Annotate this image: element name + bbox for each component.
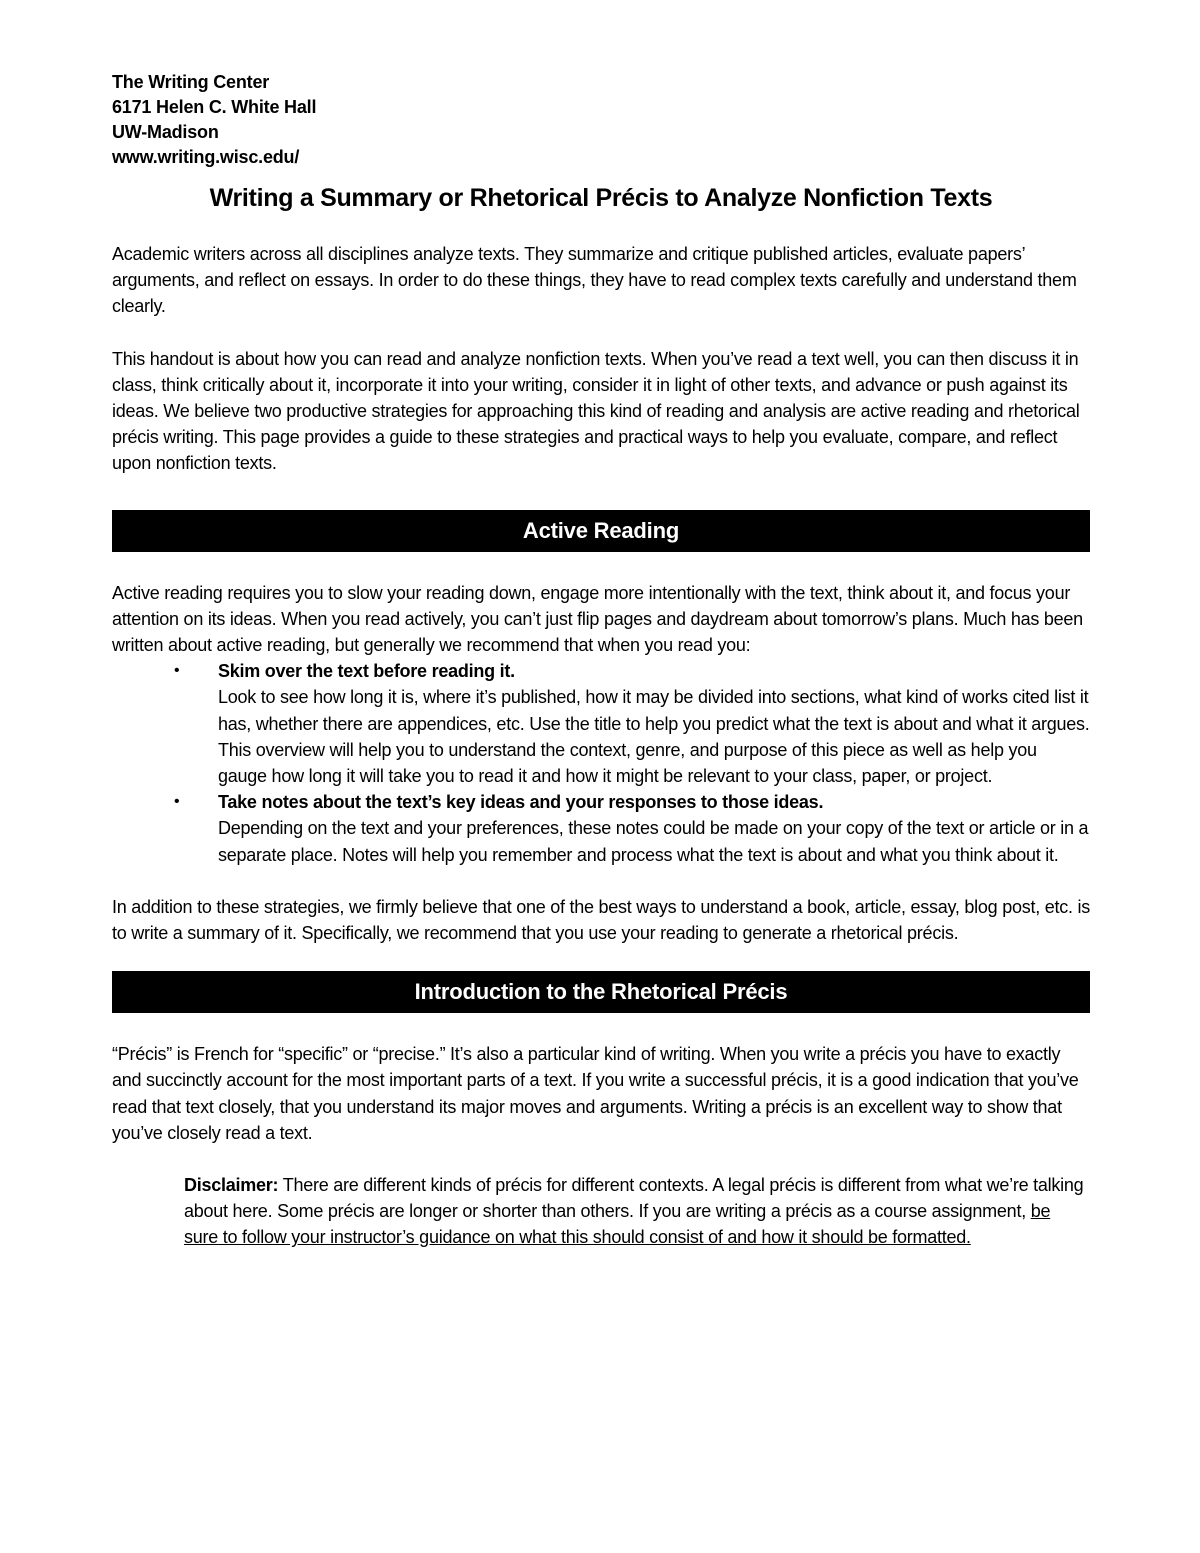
active-reading-intro: Active reading requires you to slow your reading down, engage more intentionally with the text, think about it, and focus your attention on its ideas. When you read actively, you can’t just flip pages and daydream about tomorrow’s plans. Much has been written about active reading, but generally we recommend that when you read you: xyxy=(112,582,1083,656)
org-address: 6171 Helen C. White Hall xyxy=(112,97,317,117)
bullet-icon: • xyxy=(174,662,180,680)
disclaimer-note xyxy=(184,1172,1084,1251)
letterhead xyxy=(112,70,1090,170)
disclaimer-text: There are different kinds of précis for different contexts. A legal précis is different from what we’re talking about here. Some précis are longer or shorter than others. If you are writing a précis as a course assignment, xyxy=(184,1175,1084,1222)
org-name: The Writing Center xyxy=(112,72,270,92)
precis-intro-paragraph: “Précis” is French for “specific” or “precise.” It’s also a particular kind of writing. When you write a précis you have to exactly and succinctly account for the most important parts of a text. If you write a successful précis, it is a good indication that you’ve read that text closely, that you understand its major moves and arguments. Writing a précis is an excellent way to show that you’ve closely read a text. xyxy=(112,1044,1079,1143)
intro-paragraph-1: Academic writers across all disciplines analyze texts. They summarize and critique published articles, evaluate papers’ arguments, and reflect on essays. In order to do these things, they have to read complex texts carefully and understand them clearly. xyxy=(112,244,1077,317)
disclaimer-emphasis: be sure to follow your instructor’s guidance on what this should consist of and how it should be formatted. xyxy=(184,1201,1051,1248)
list-item xyxy=(174,658,1090,789)
document-title: Writing a Summary or Rhetorical Précis to Analyze Nonfiction Texts xyxy=(209,184,993,212)
bullet-icon: • xyxy=(174,793,180,811)
list-item-text: Depending on the text and your preferences, these notes could be made on your copy of the text or article or in a separate place. Notes will help you remember and process what the text is about and what you think about it. xyxy=(218,818,1089,865)
list-item xyxy=(174,789,1090,868)
org-url: www.writing.wisc.edu/ xyxy=(112,147,300,167)
list-item-text: Look to see how long it is, where it’s published, how it may be divided into sections, what kind of works cited list it has, whether there are appendices, etc. Use the title to help you predict what the text is about and what it argues. This overview will help you to understand the context, genre, and purpose of this piece as well as help you gauge how long it will take you to read it and how it might be relevant to your class, paper, or project. xyxy=(218,687,1090,787)
intro-paragraph-2: This handout is about how you can read and analyze nonfiction texts. When you’ve read a text well, you can then discuss it in class, think critically about it, incorporate it into your writing, consider it in light of other texts, and advance or push against its ideas. We believe two productive strategies for approaching this kind of reading and analysis are active reading and rhetorical précis writing. This page provides a guide to these strategies and practical ways to help you evaluate, compare, and reflect upon nonfiction texts. xyxy=(112,348,1080,474)
org-university: UW-Madison xyxy=(112,122,219,142)
list-item-heading: Take notes about the text’s key ideas and your responses to those ideas. xyxy=(218,792,824,813)
active-reading-list xyxy=(112,658,1090,868)
disclaimer-label: Disclaimer: xyxy=(184,1175,279,1196)
list-item-heading: Skim over the text before reading it. xyxy=(218,661,515,682)
active-reading-closing: In addition to these strategies, we firmly believe that one of the best ways to understand a book, article, essay, blog post, etc. is to write a summary of it. Specifically, we recommend that you use your reading to generate a rhetorical précis. xyxy=(112,896,1090,944)
section-heading-active-reading: Active Reading xyxy=(112,510,1090,552)
section-heading-precis-intro: Introduction to the Rhetorical Précis xyxy=(112,971,1090,1013)
